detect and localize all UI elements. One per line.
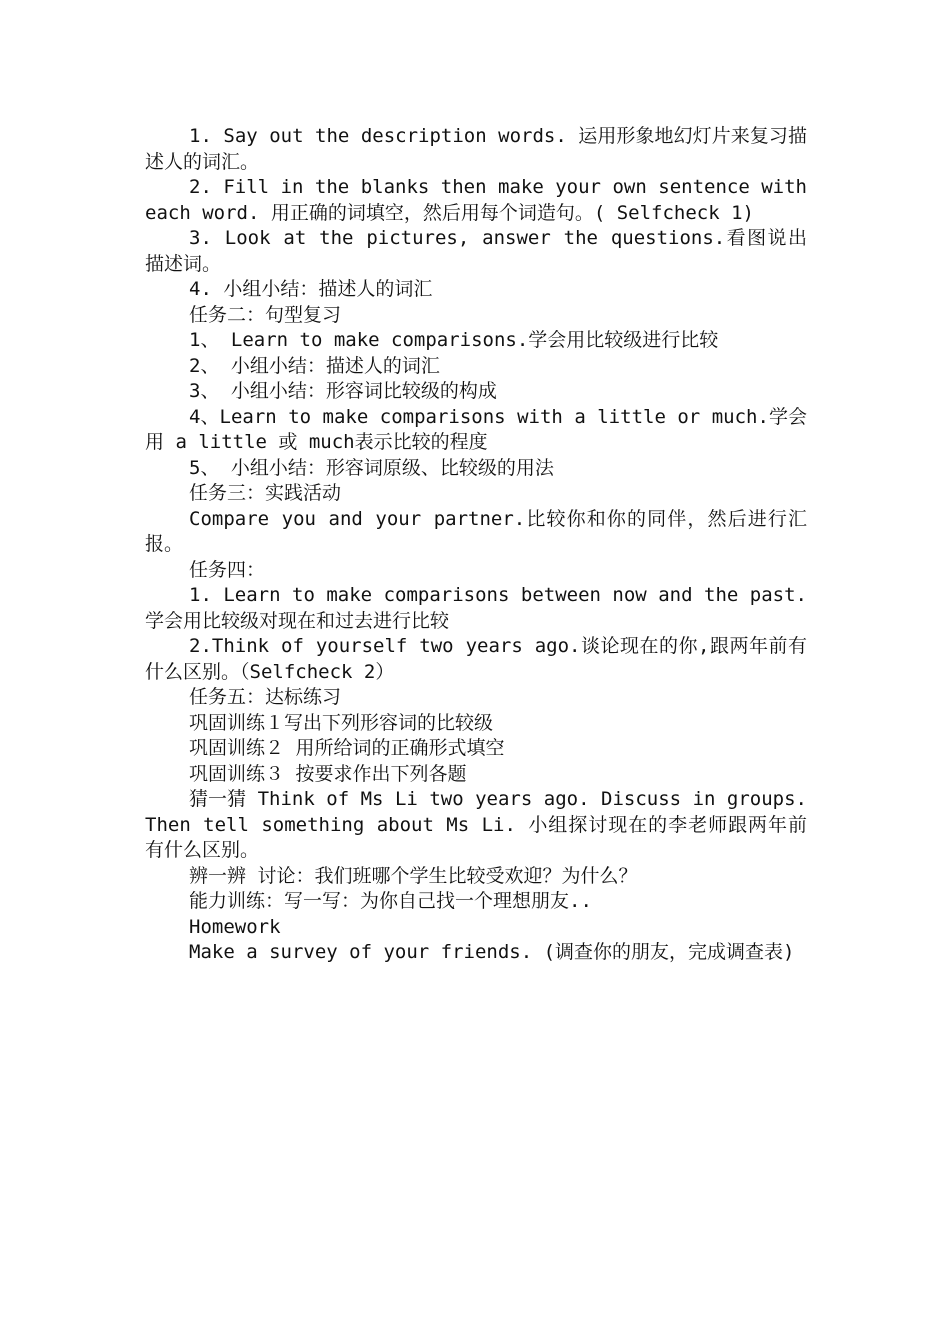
paragraph-task1-item4: 4. 小组小结：描述人的词汇	[189, 278, 433, 300]
paragraph-task1-item3: 3. Look at the pictures, answer the questions.看图说出描述词。	[145, 227, 807, 275]
heading-task3: 任务三：实践活动	[189, 482, 342, 504]
paragraph-task4-item2: 2.Think of yourself two years ago.谈论现在的你,跟两年前有什么区别。（Selfcheck 2）	[145, 635, 807, 683]
paragraph-practice1: 巩固训练１写出下列形容词的比较级	[189, 711, 494, 734]
paragraph-task2-item4: 4、Learn to make comparisons with a little or much.学会用 a little 或 much表示比较的程度	[145, 405, 807, 453]
heading-homework: Homework	[189, 915, 281, 938]
paragraph-task4-item1: 1. Learn to make comparisons between now and the past. 学会用比较级对现在和过去进行比较	[145, 584, 807, 632]
heading-task5: 任务五：达标练习	[189, 686, 342, 708]
paragraph-task2-item5: 5、 小组小结：形容词原级、比较级的用法	[189, 456, 554, 479]
paragraph-practice3: 巩固训练３ 按要求作出下列各题	[189, 762, 467, 785]
paragraph-task2-item3: 3、 小组小结：形容词比较级的构成	[189, 380, 497, 402]
paragraph-task1-item1: 1. Say out the description words. 运用形象地幻灯片来复习描述人的词汇。	[145, 125, 807, 173]
paragraph-guess: 猜一猜 Think of Ms Li two years ago. Discuss in groups. Then tell something about Ms Li. 小组探讨现在的李老师跟两年前有什么区别。	[145, 788, 807, 861]
paragraph-homework: Make a survey of your friends. (调查你的朋友，完成调查表)	[189, 941, 795, 963]
heading-task2: 任务二：句型复习	[189, 303, 342, 326]
paragraph-task1-item2: 2. Fill in the blanks then make your own sentence with each word. 用正确的词填空，然后用每个词造句。( Selfcheck 1)	[145, 176, 807, 224]
paragraph-task2-item2: 2、 小组小结：描述人的词汇	[189, 354, 440, 377]
paragraph-task2-item1: 1、 Learn to make comparisons.学会用比较级进行比较	[189, 329, 719, 351]
heading-task4: 任务四：	[189, 558, 266, 581]
paragraph-practice2: 巩固训练２ 用所给词的正确形式填空	[189, 737, 505, 759]
paragraph-task3-item1: Compare you and your partner.比较你和你的同伴，然后进行汇报。	[145, 507, 807, 555]
paragraph-ability: 能力训练：写一写：为你自己找一个理想朋友..	[189, 890, 592, 912]
document-body	[145, 124, 807, 966]
paragraph-discuss: 辨一辨 讨论：我们班哪个学生比较受欢迎？为什么？	[189, 864, 638, 887]
